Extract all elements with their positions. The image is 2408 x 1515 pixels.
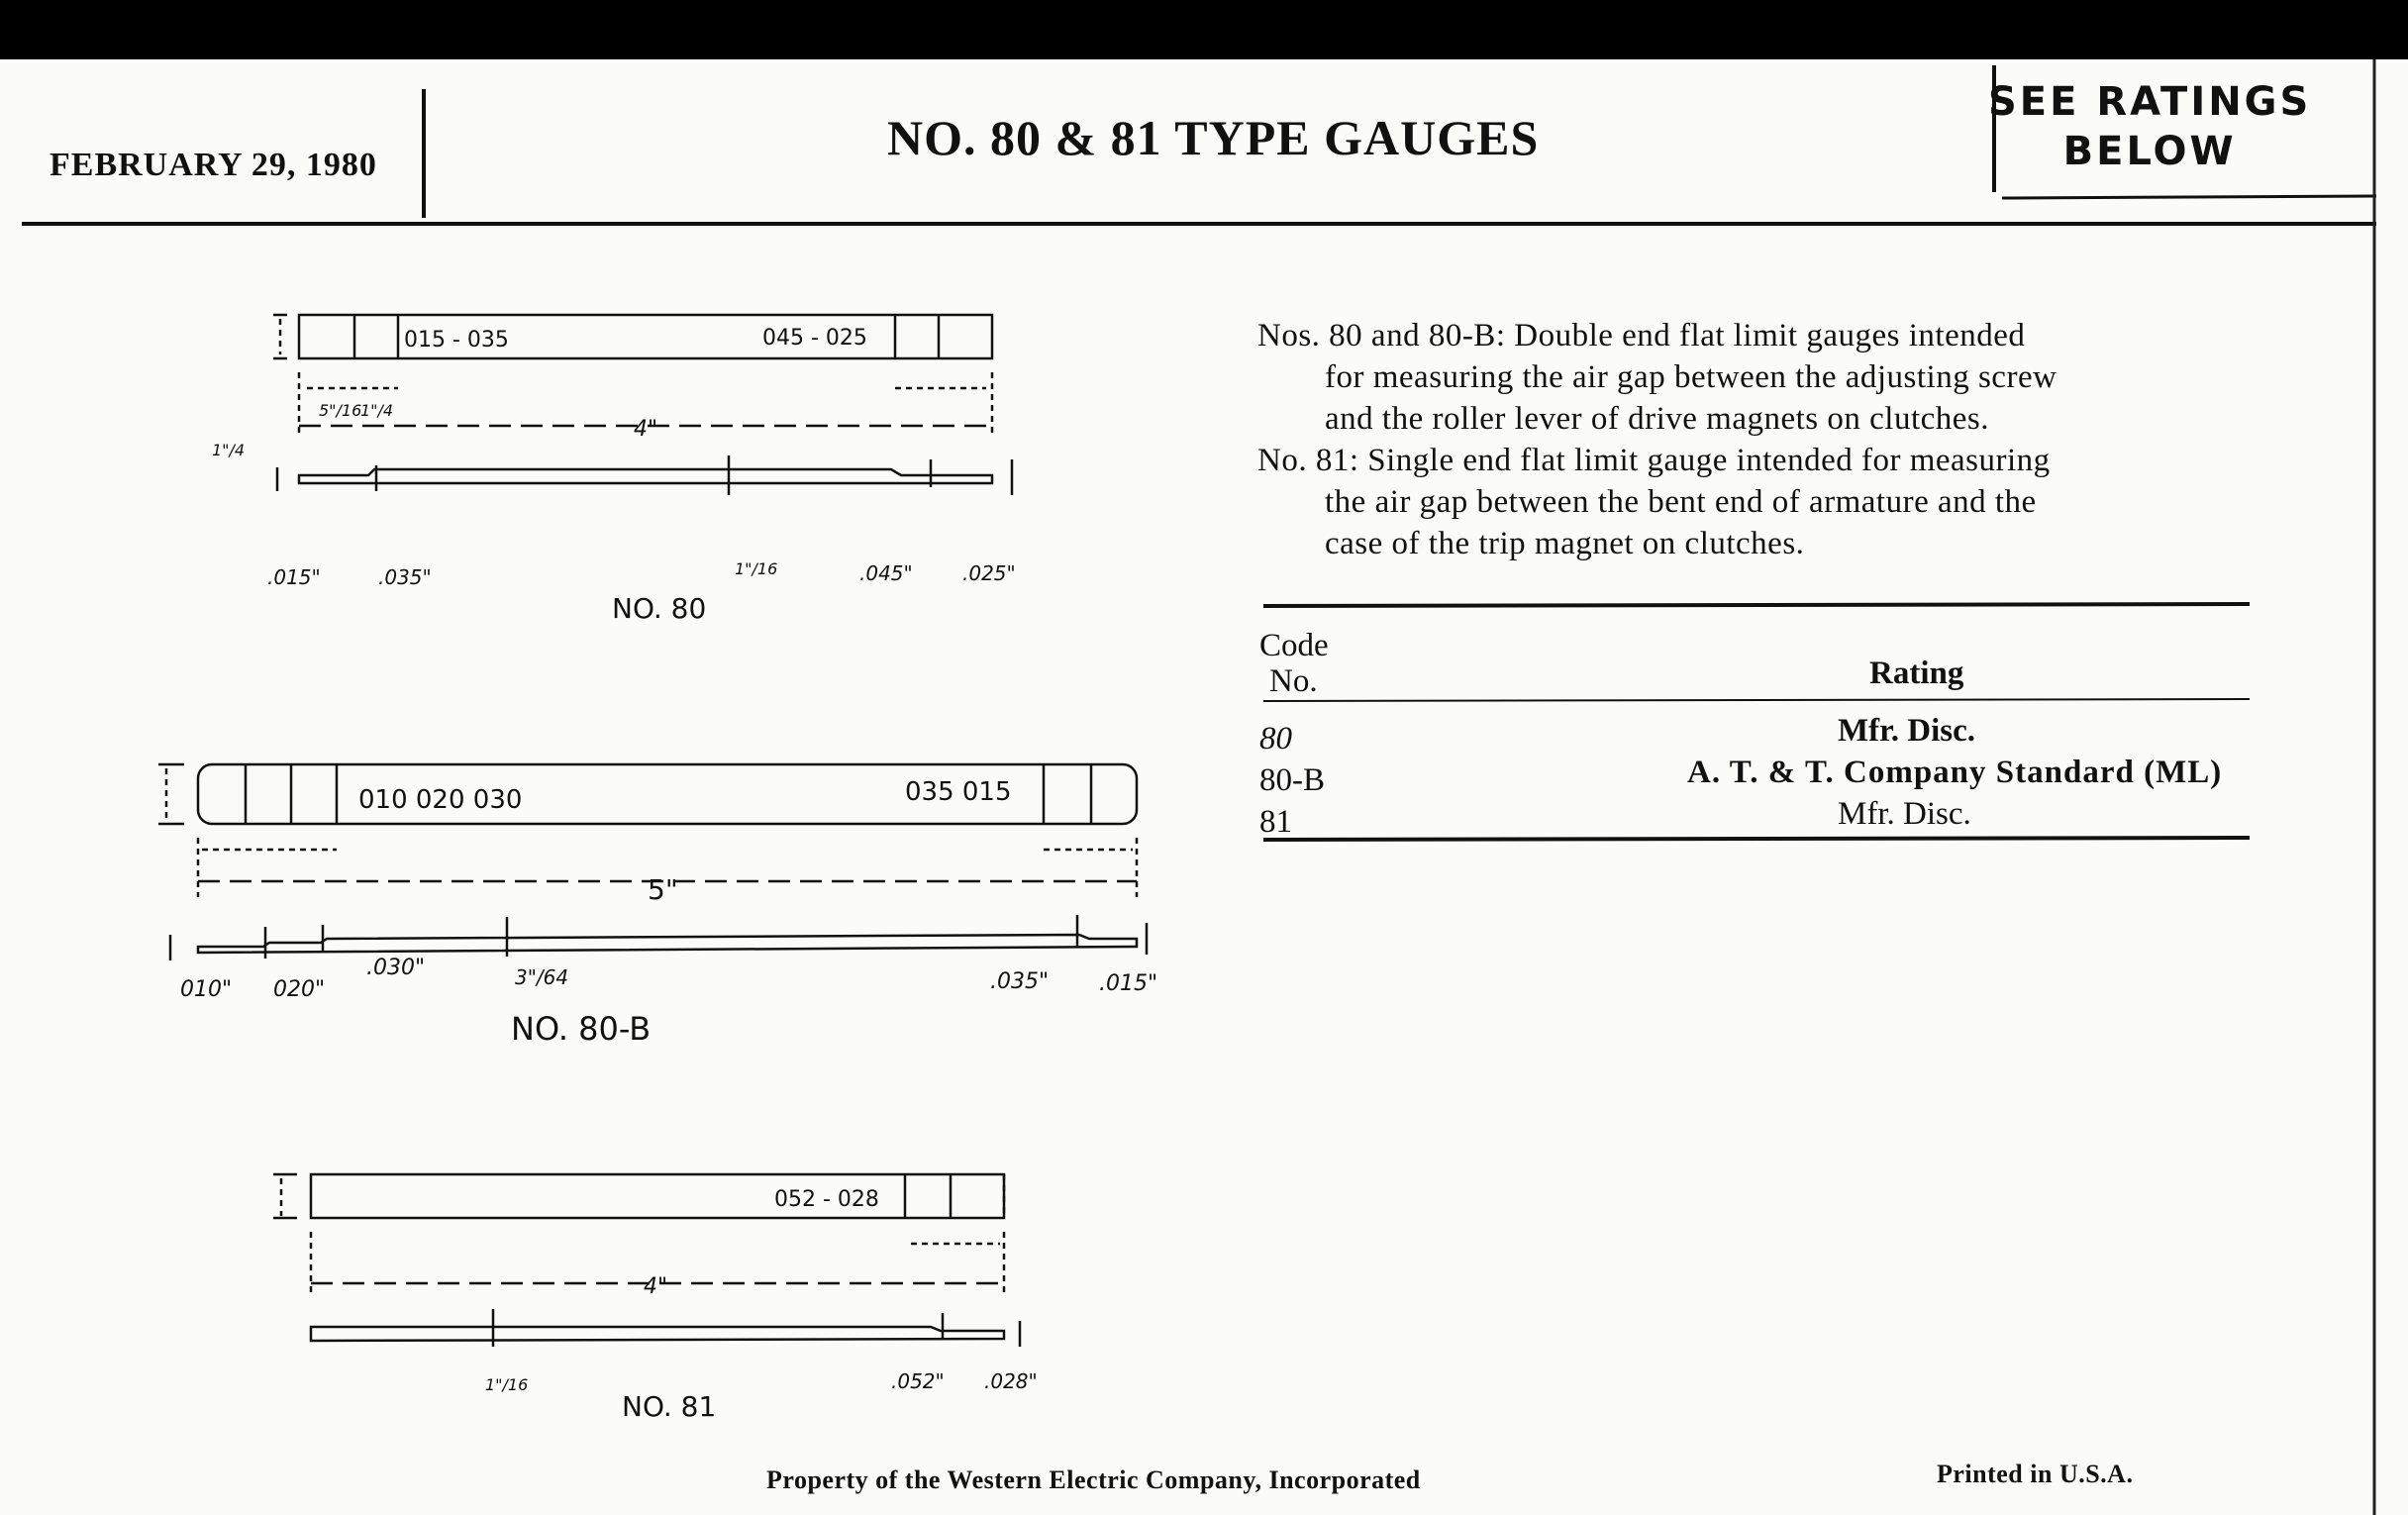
no80-label-left: 015 - 035 [404, 328, 509, 353]
footer-property: Property of the Western Electric Company, Incorporated [766, 1465, 1421, 1494]
no81-caption: NO. 81 [622, 1390, 717, 1423]
table-row-code: 80 [1259, 721, 1292, 757]
table-header-rating: Rating [1869, 656, 1964, 691]
page-title: NO. 80 & 81 TYPE GAUGES [887, 110, 1540, 165]
no80-length: 4" [634, 417, 658, 442]
no80b-thick-035: .035" [990, 969, 1050, 994]
no80-side-outline [299, 469, 992, 483]
no80b-length: 5" [648, 873, 678, 906]
gauge-description [1257, 315, 2057, 564]
no81-thick-028: .028" [984, 1369, 1038, 1393]
table-row-rating: Mfr. Disc. [1838, 713, 1975, 749]
footer-printed: Printed in U.S.A. [1937, 1460, 2134, 1488]
no80b-label-right: 035 015 [905, 777, 1012, 807]
no81-thick-1-16: 1"/16 [485, 1375, 529, 1394]
no80-thick-035: .035" [378, 565, 432, 589]
no80b-side-outline [198, 935, 1137, 953]
no80b-thick-3-64: 3"/64 [515, 965, 569, 989]
description-line: for measuring the air gap between the adjusting screw [1325, 359, 2057, 395]
table-row-rating: Mfr. Disc. [1838, 796, 1971, 832]
description-line: the air gap between the bent end of armature and the [1325, 484, 2037, 520]
no81-label: 052 - 028 [774, 1187, 879, 1212]
description-line: and the roller lever of drive magnets on clutches. [1325, 401, 1990, 437]
no80-thick-015: .015" [267, 565, 321, 589]
no81-length: 4" [644, 1274, 668, 1299]
no80-caption: NO. 80 [612, 592, 707, 625]
no80b-thick-020: 020" [273, 977, 326, 1002]
no80-dim-5-16: 5"/16 [319, 401, 362, 420]
no80b-label-left: 010 020 030 [358, 785, 523, 815]
no80-dim-1-4: 1"/4 [360, 401, 394, 420]
no80-thick-1-16: 1"/16 [735, 559, 778, 578]
ratings-note-line2: BELOW [2062, 129, 2237, 174]
description-line: Nos. 80 and 80-B: Double end flat limit gauges intended [1257, 318, 2026, 354]
no80-label-right: 045 - 025 [762, 326, 867, 351]
table-header-code [1259, 628, 1329, 699]
issue-date: FEBRUARY 29, 1980 [50, 147, 377, 183]
description-line: case of the trip magnet on clutches. [1325, 526, 1805, 561]
no80b-thick-015: .015" [1099, 971, 1158, 996]
no80b-thick-030: .030" [366, 956, 426, 980]
header-code-line1: Code [1259, 628, 1329, 663]
no80-thick-025: .025" [962, 561, 1016, 585]
no80b-thick-010: 010" [180, 977, 233, 1002]
no81-plan-outline [311, 1174, 1004, 1218]
no80-plan-outline [299, 315, 992, 358]
gauge-drawings [0, 59, 1188, 1515]
ratings-note-line1: SEE RATINGS [1988, 79, 2312, 125]
table-row-code: 81 [1259, 804, 1292, 840]
header-code-line2: No. [1269, 663, 1318, 699]
table-row-rating: A. T. & T. Company Standard (ML) [1687, 755, 2223, 790]
no80b-caption: NO. 80-B [511, 1010, 652, 1048]
no81-side-outline [311, 1327, 1004, 1341]
gauge-spec-card [0, 59, 2408, 1515]
no80-thick-045: .045" [859, 561, 913, 585]
no80-dim-1-4-height: 1"/4 [212, 441, 246, 459]
no81-thick-052: .052" [891, 1369, 945, 1393]
table-row-code: 80-B [1259, 762, 1325, 798]
description-line: No. 81: Single end flat limit gauge intended for measuring [1257, 443, 2051, 478]
